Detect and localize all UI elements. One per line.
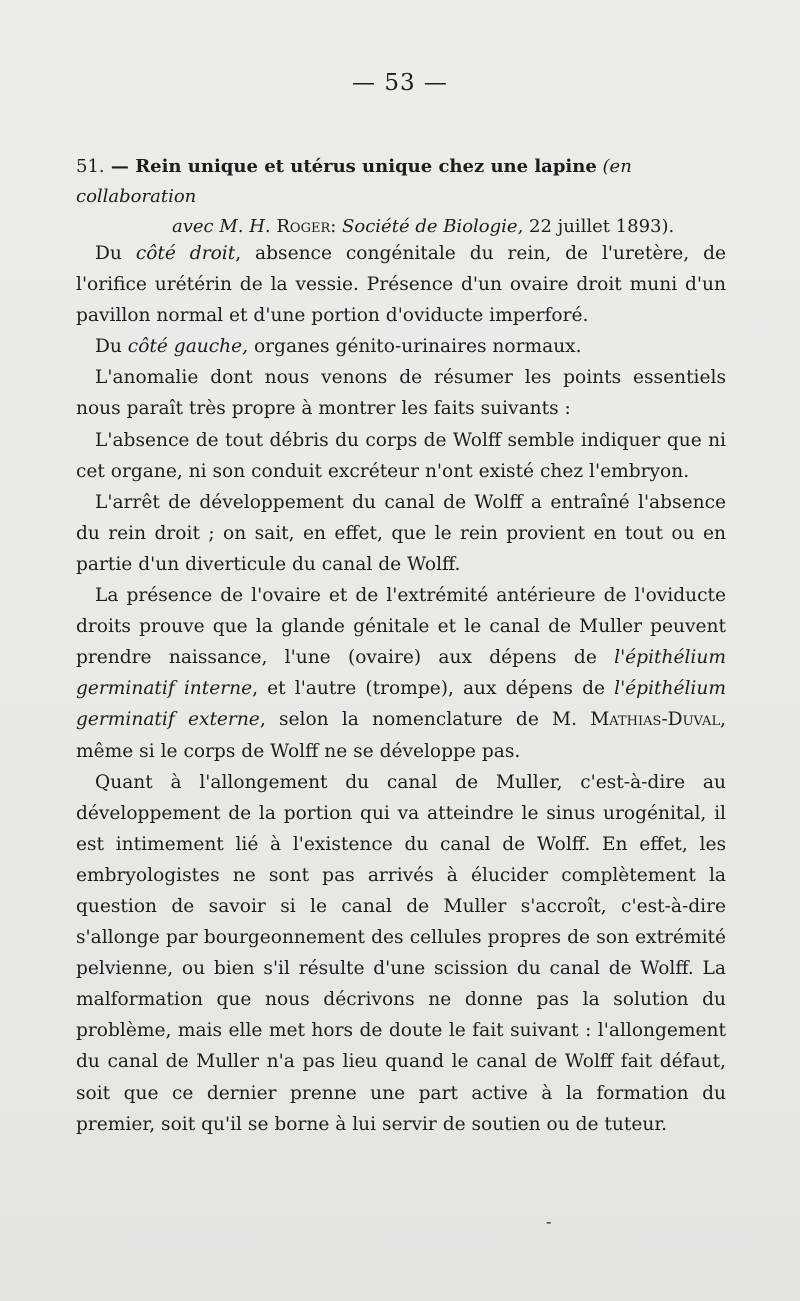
entry-heading: [76, 152, 736, 242]
footer-mark: -: [546, 1212, 552, 1231]
p6-text-a: La présence de l'ovaire et de l'extrémité antérieure de l'oviducte droits prouve que la glande génitale et le canal de Muller peuvent prendre naissance, l'une (ovaire) aux dépens de: [76, 585, 726, 669]
p2-emphasis: côté gauche,: [127, 336, 249, 358]
entry-author: Roger: [276, 216, 331, 237]
p1-text-a: Du: [95, 243, 136, 264]
p6-text-g: , même si le corps de Wolff ne se développe pas.: [76, 709, 726, 762]
p2-text-c: organes génito-urinaires normaux.: [248, 336, 582, 358]
p1-emphasis: côté droit: [135, 243, 236, 264]
entry-collab-author-prefix: avec M. H.: [172, 216, 277, 237]
entry-collaboration: (en collaboration: [76, 156, 632, 207]
p1-text-c: , absence congénitale du rein, de l'uretère, de l'orifice urétérin de la vessie. Présence d'un ovaire droit muni d'un pavillon normal et d'une portion d'oviducte imperforé.: [76, 243, 727, 327]
paragraph-5: L'arrêt de développement du canal de Wolff a entraîné l'absence du rein droit ; on sait, en effet, que le rein provient en tout ou en partie d'un diverticule du canal de Wolff.: [76, 491, 726, 575]
paragraph-4: L'absence de tout débris du corps de Wolff semble indiquer que ni cet organe, ni son conduit excréteur n'ont existé chez l'embryon.: [76, 429, 726, 482]
body-text: [76, 238, 726, 1140]
entry-dash: —: [104, 156, 136, 177]
entry-title: Rein unique et utérus unique chez une lapine: [135, 156, 597, 177]
paragraph-3: L'anomalie dont nous venons de résumer les points essentiels nous paraît très propre à montrer les faits suivants :: [76, 367, 726, 420]
p6-emphasis-internal: l'épithélium germinatif interne: [76, 647, 726, 700]
p6-emphasis-external: l'épithélium germinatif externe: [76, 678, 726, 731]
paragraph-6: [76, 580, 726, 767]
entry-date: , 22 juillet 1893).: [517, 216, 675, 237]
paragraph-2: [76, 331, 726, 362]
p2-text-a: Du: [95, 336, 128, 358]
page-number: — 53 —: [352, 70, 448, 96]
entry-colon: :: [330, 216, 343, 237]
paragraph-7: Quant à l'allongement du canal de Muller, c'est-à-dire au développement de la portion qui va atteindre le sinus urogénital, il est intimement lié à l'existence du canal de Wolff. En effet, les embryologistes ne sont pas arrivés à élucider complètement la question de savoir si le canal de Muller s'accroît, c'est-à-dire s'allonge par bourgeonnement des cellules propres de son extrémité pelvienne, ou bien s'il résulte d'une scission du canal de Wolff. La malformation que nous décrivons ne donne pas la solution du problème, mais elle met hors de doute le fait suivant : l'allongement du canal de Muller n'a pas lieu quand le canal de Wolff fait défaut, soit que ce dernier prenne une part active à la formation du premier, soit qu'il se borne à lui servir de soutien ou de tuteur.: [76, 771, 726, 1135]
p6-author-name: Mathias-Duval: [590, 709, 721, 731]
entry-journal: Société de Biologie: [342, 216, 518, 237]
p6-text-e: , selon la nomenclature de M.: [259, 709, 591, 731]
entry-number: 51.: [76, 156, 105, 177]
paragraph-1: [76, 238, 726, 331]
p6-text-c: , et l'autre (trompe), aux dépens de: [252, 678, 615, 700]
